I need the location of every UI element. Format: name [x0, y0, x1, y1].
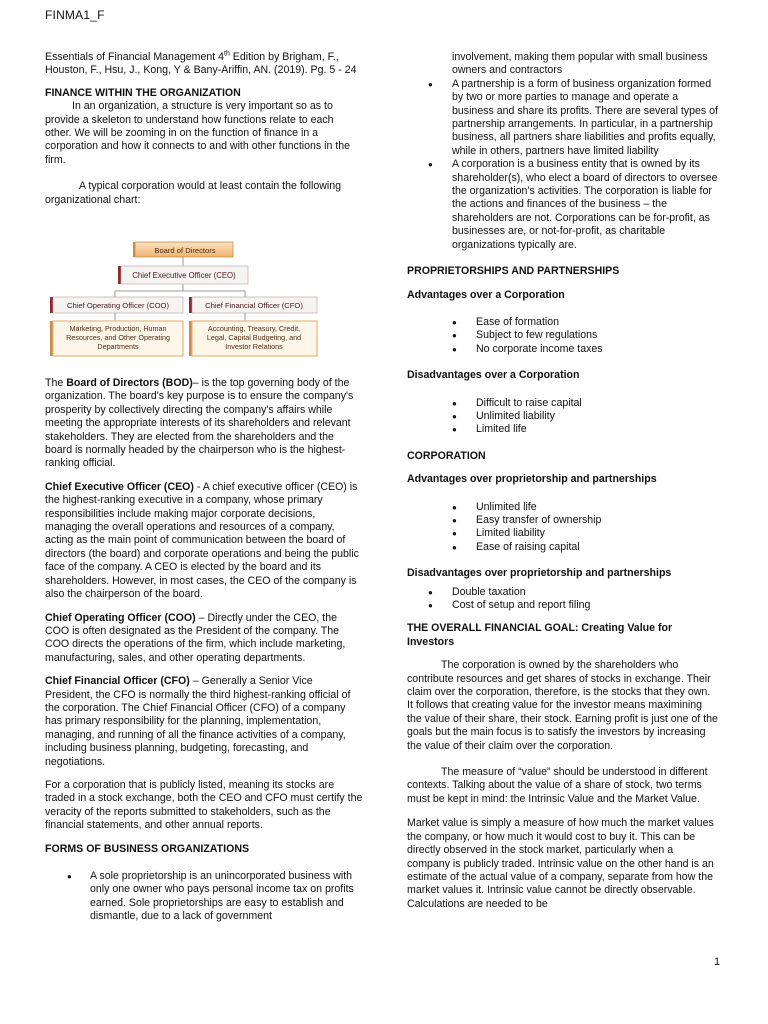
heading-advantages-over-pp: Advantages over proprietorship and partnerships	[407, 473, 657, 486]
list-item: ● Easy transfer of ownership	[407, 514, 719, 527]
list-item-corporation: ● A corporation is a business entity that is owned by its shareholder(s), who elect a board of directors to oversee the organization’s activities. The corporation is liable for the actions and finances of the business – the shareholders are not. Corporations can be for-profit, as businesses are, or not-for-profit, as charitable organizations typically are.	[407, 158, 719, 252]
org-label-cfo-dept-2: Legal, Capital Budgeting, and	[206, 333, 302, 342]
heading-disadvantages-over-corporation: Disadvantages over a Corporation	[407, 369, 580, 382]
org-label-coo-dept-3: Departments	[97, 342, 139, 351]
list-item: ● Unlimited liability	[407, 410, 719, 423]
heading-finance-within-organization: FINANCE WITHIN THE ORGANIZATION	[45, 86, 241, 99]
right-column	[407, 51, 719, 911]
org-label-coo: Chief Operating Officer (COO)	[67, 301, 169, 310]
paragraph-coo: Chief Operating Officer (COO) – Directly under the CEO, the COO is often designated as the President of the company. The COO directs the operations of the firm, which include marketing, manufacturing, sales, and other operating departments.	[45, 611, 346, 664]
list-item-partnership: ● A partnership is a form of business organization formed by two or more parties to manage and operate a business and share its profits. There are several types of partnership arrangements. In particular, in a partnership business, all partners share liabilities and profits equally, while in others, partners have limited liability	[407, 78, 719, 158]
org-label-cfo-dept-1: Accounting, Treasury, Credit,	[207, 324, 301, 333]
org-label-bod: Board of Directors	[154, 246, 216, 255]
org-chart	[45, 236, 320, 360]
org-label-coo-dept-2: Resources, and Other Operating	[66, 333, 170, 342]
citation: Essentials of Financial Management 4th Edition by Brigham, F., Houston, F., Hsu, J., Kong, Y & Bany-Ariffin, AN. (2019). Pg. 5 - 24	[45, 50, 357, 77]
list-disadvantages-over-pp	[407, 586, 719, 613]
list-item-sole-proprietorship: ● A sole proprietorship is an unincorporated business with only one owner who pays personal income tax on profits earned. Sole proprietorships are easy to establish and dismantle, due to a lack of government	[45, 870, 363, 924]
forms-list-left	[45, 870, 363, 924]
paragraph-measure-of-value: The measure of “value” should be understood in different contexts. Talking about the value of a share of stock, two terms must be kept in mind: the Intrinsic Value and the Market Value.	[407, 766, 708, 805]
list-item: ● Subject to few regulations	[407, 329, 719, 342]
left-column-lower	[45, 377, 363, 924]
heading-proprietorships-partnerships: PROPRIETORSHIPS AND PARTNERSHIPS	[407, 265, 620, 278]
list-item: ● No corporate income taxes	[407, 343, 719, 356]
paragraph-corporation-owned: The corporation is owned by the shareholders who contribute resources and get shares of stocks in exchange. Their claim over the corporation, therefore, is the stocks that they own. It follows that creating value for the investor means maximining the value of their share, their stock. Earning profit is just one of the goals but the main focus is to satisfy the investors by increasing the value of their claim over the corporation.	[407, 659, 718, 752]
paragraph-market-value: Market value is simply a measure of how much the market values the company, or how much it would cost to buy it. This can be directly observed in the stock market, particularly when a company is publicly traded. Intrinsic value on the other hand is an estimate of the actual value of a company, separate from how the market values it. Intrinsic value cannot be directly observable. Calculations are needed to be	[407, 817, 714, 910]
left-column	[45, 51, 363, 207]
list-advantages-over-corporation	[407, 316, 719, 356]
list-item: ● Limited liability	[407, 527, 719, 540]
list-item: ● Double taxation	[407, 586, 719, 599]
paragraph-intro: In an organization, a structure is very important so as to provide a skeleton to understand how functions relate to each other. We will be zooming in on the function of finance in a corporation and how it connects to and with other functions in the firm.	[45, 100, 351, 166]
list-advantages-over-pp	[407, 501, 719, 555]
list-item: ● Unlimited life	[407, 501, 719, 514]
document-code-header: FINMA1_F	[45, 8, 105, 22]
org-label-ceo: Chief Executive Officer (CEO)	[132, 271, 236, 280]
heading-overall-financial-goal: THE OVERALL FINANCIAL GOAL: Creating Value for Investors	[407, 622, 673, 648]
list-item: ● Difficult to raise capital	[407, 397, 719, 410]
org-label-cfo: Chief Financial Officer (CFO)	[205, 301, 303, 310]
org-label-coo-dept-1: Marketing, Production, Human	[69, 324, 167, 333]
org-box-cfo-departments	[189, 321, 317, 356]
org-box-coo-departments	[50, 321, 183, 356]
heading-forms-of-business: FORMS OF BUSINESS ORGANIZATIONS	[45, 842, 250, 855]
list-item-sole-continued: involvement, making them popular with small business owners and contractors	[452, 51, 708, 77]
paragraph-typical-corporation: A typical corporation would at least contain the following organizational chart:	[45, 180, 342, 206]
org-box-board-of-directors	[133, 242, 233, 257]
heading-corporation: CORPORATION	[407, 449, 486, 462]
heading-advantages-over-corporation: Advantages over a Corporation	[407, 288, 565, 301]
list-item: ● Limited life	[407, 423, 719, 436]
paragraph-bod: The Board of Directors (BOD)– is the top governing body of the organization. The board's key purpose is to ensure the company's prosperity by collectively directing the company's affairs while meeting the appropriate interests of its shareholders and relevant stakeholders. They are elected from the shareholders and the board is normally headed by the chairperson who is the highest-ranking official.	[45, 377, 354, 470]
org-box-cfo	[189, 297, 317, 313]
page-number: 1	[714, 956, 721, 968]
list-item: ● Ease of formation	[407, 316, 719, 329]
paragraph-publicly-listed: For a corporation that is publicly listed, meaning its stocks are traded in a stock exchange, both the CEO and CFO must certify the veracity of the reports submitted to stakeholders, such as the financial statements, and other annual reports.	[45, 778, 363, 832]
heading-disadvantages-over-pp: Disadvantages over proprietorship and partnerships	[407, 567, 672, 580]
org-box-coo	[50, 297, 183, 313]
list-item: ● Cost of setup and report filing	[407, 599, 719, 612]
paragraph-cfo: Chief Financial Officer (CFO) – Generally a Senior Vice President, the CFO is normally the third highest-ranking official of the corporation. The Chief Financial Officer (CFO) of a company has primary responsibility for the planning, implementation, managing, and running of all the finance activities of a company, including business planning, budgeting, forecasting, and negotiations.	[45, 675, 351, 768]
list-disadvantages-over-corporation	[407, 397, 719, 437]
org-label-cfo-dept-3: Investor Relations	[225, 342, 283, 351]
forms-list-right	[407, 51, 719, 252]
paragraph-ceo: Chief Executive Officer (CEO) - A chief executive officer (CEO) is the highest-ranking executive in a company, whose primary responsibilities include making major corporate decisions, managing the overall operations and resources of a company, acting as the main point of communication between the board of directors (the board) and corporate operations and being the public face of the company. A CEO is elected by the board and its shareholders. However, in most cases, the CEO of the company is also the chairperson of the board.	[45, 480, 359, 601]
org-box-ceo	[118, 266, 248, 284]
list-item: ● Ease of raising capital	[407, 541, 719, 554]
